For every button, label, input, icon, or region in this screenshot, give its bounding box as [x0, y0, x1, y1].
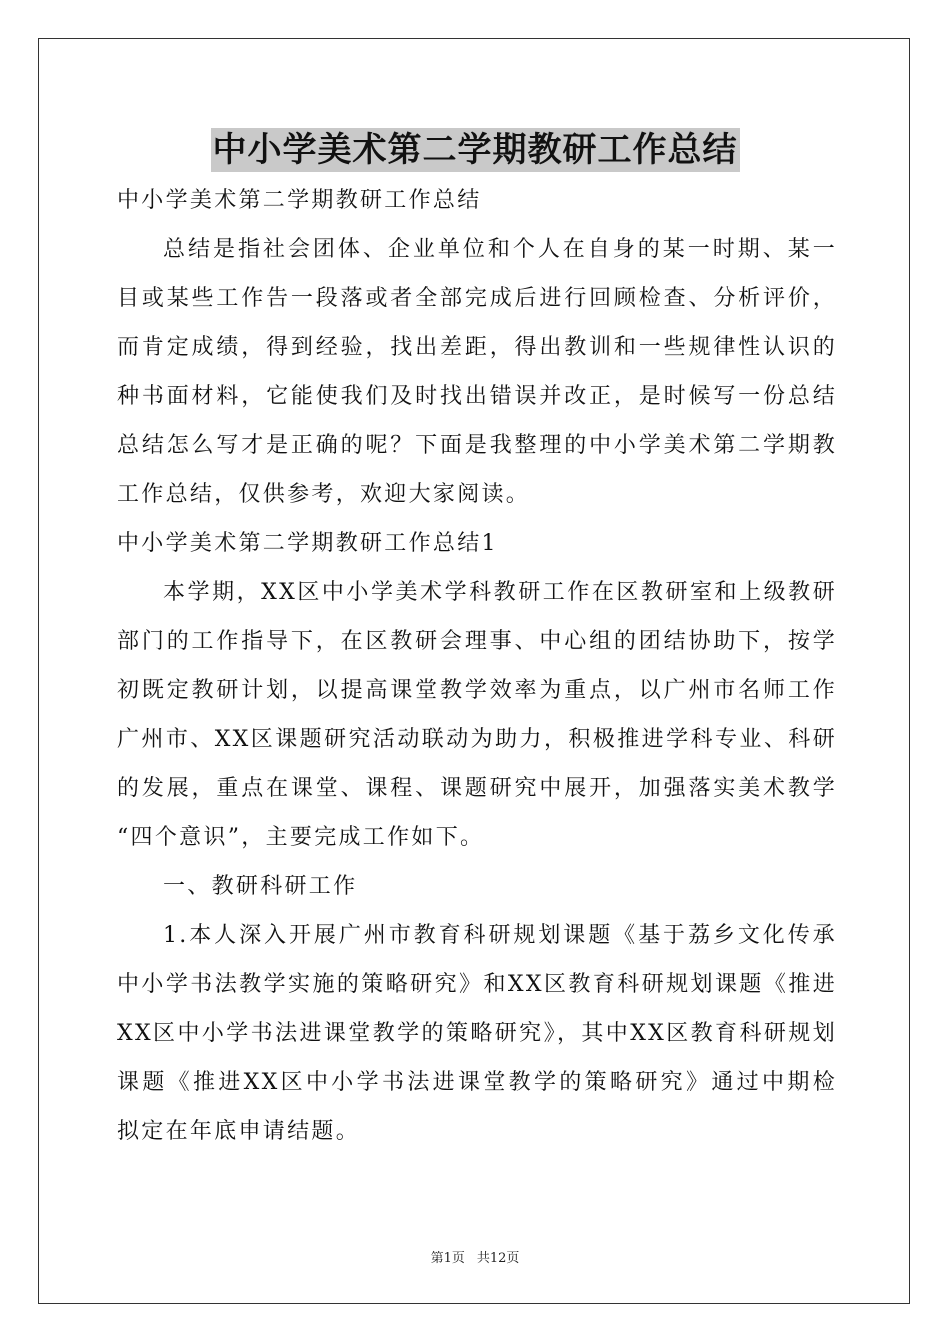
- title-container: [0, 128, 950, 172]
- body-line: 中小学书法教学实施的策略研究》和XX区教育科研规划课题《推进: [117, 972, 837, 997]
- body-line: 课题《推进XX区中小学书法进课堂教学的策略研究》通过中期检: [117, 1070, 837, 1095]
- body-line: 部门的工作指导下，在区教研会理事、中心组的团结协助下，按学: [117, 629, 837, 654]
- body-line: 总结怎么写才是正确的呢？下面是我整理的中小学美术第二学期教: [117, 433, 837, 458]
- document-title: 中小学美术第二学期教研工作总结: [212, 130, 738, 170]
- body-line: 1.本人深入开展广州市教育科研规划课题《基于荔乡文化传承: [163, 923, 837, 948]
- page-number: 第1页: [430, 1251, 465, 1266]
- body-line: 初既定教研计划，以提高课堂教学效率为重点，以广州市名师工作: [117, 678, 837, 703]
- body-line: 的发展，重点在课堂、课程、课题研究中展开，加强落实美术教学: [117, 776, 837, 801]
- body-line: 广州市、XX区课题研究活动联动为助力，积极推进学科专业、科研: [117, 727, 837, 752]
- body-line: XX区中小学书法进课堂教学的策略研究》，其中XX区教育科研规划: [117, 1021, 837, 1046]
- body-line: 本学期，XX区中小学美术学科教研工作在区教研室和上级教研: [163, 580, 837, 605]
- body-line: 总结是指社会团体、企业单位和个人在自身的某一时期、某一: [163, 237, 837, 262]
- body-line: 拟定在年底申请结题。: [117, 1119, 361, 1144]
- body-line: 目或某些工作告一段落或者全部完成后进行回顾检查、分析评价，: [117, 286, 837, 311]
- body-line: “四个意识”，主要完成工作如下。: [117, 825, 485, 850]
- body-line: 而肯定成绩，得到经验，找出差距，得出教训和一些规律性认识的: [117, 335, 837, 360]
- body-line: 工作总结，仅供参考，欢迎大家阅读。: [117, 482, 531, 507]
- page-footer: [0, 1247, 950, 1266]
- body-line: 种书面材料，它能使我们及时找出错误并改正，是时候写一份总结: [117, 384, 837, 409]
- subsection-heading: 一、教研科研工作: [163, 874, 358, 899]
- subtitle-line: 中小学美术第二学期教研工作总结: [117, 188, 482, 213]
- page-total: 共12页: [476, 1251, 520, 1266]
- document-body: [117, 176, 837, 1156]
- section-heading: 中小学美术第二学期教研工作总结1: [117, 531, 498, 556]
